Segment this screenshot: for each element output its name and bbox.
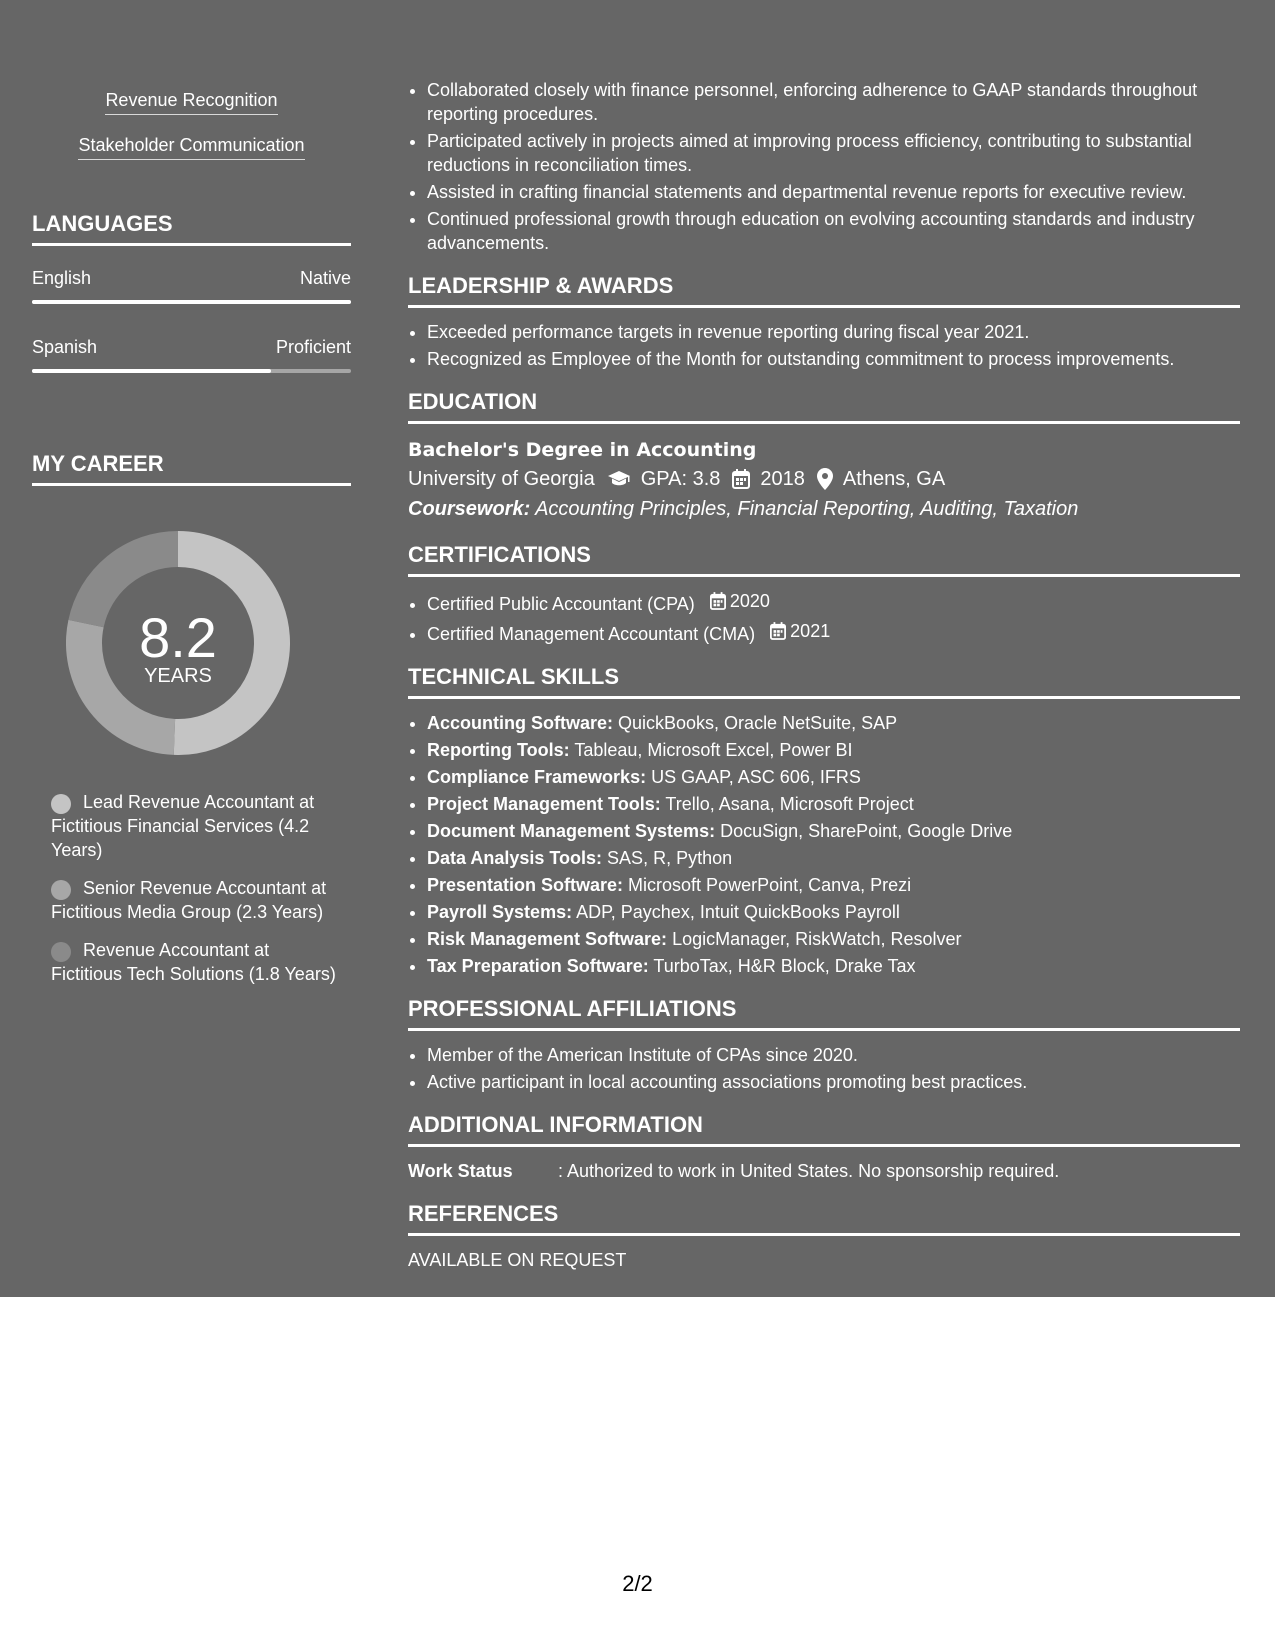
affiliations-list xyxy=(408,1043,1240,1094)
skill-tag-label: Revenue Recognition xyxy=(105,88,277,115)
technical-skill-item xyxy=(427,954,1240,978)
career-legend-item xyxy=(51,876,341,924)
education-school: University of Georgia xyxy=(408,468,595,490)
coursework-list: Accounting Principles, Financial Reporting, Auditing, Taxation xyxy=(530,498,1079,520)
skill-tag xyxy=(32,88,351,115)
map-pin-icon xyxy=(817,468,833,490)
skill-category: Document Management Systems: xyxy=(427,821,716,841)
references-text: AVAILABLE ON REQUEST xyxy=(408,1250,627,1270)
skill-category: Risk Management Software: xyxy=(427,929,668,949)
education-coursework xyxy=(408,494,1240,524)
skill-category: Presentation Software: xyxy=(427,875,624,895)
certification-name: Certified Management Accountant (CMA) xyxy=(427,624,756,644)
work-status-label: Work Status xyxy=(408,1161,513,1181)
language-proficiency-fill xyxy=(32,300,351,304)
work-status-value: : Authorized to work in United States. No sponsorship required. xyxy=(558,1161,1060,1181)
legend-dot-icon xyxy=(51,880,71,900)
technical-skill-item xyxy=(427,846,1240,870)
certifications-list xyxy=(408,589,1240,646)
skill-values: QuickBooks, Oracle NetSuite, SAP xyxy=(613,713,898,733)
education-gpa: GPA: 3.8 xyxy=(640,468,721,490)
languages-heading: LANGUAGES xyxy=(32,210,351,246)
skill-tag xyxy=(32,133,351,160)
career-legend-label: Lead Revenue Accountant at Fictitious Financial Services (4.2 Years) xyxy=(51,792,315,860)
career-donut-chart xyxy=(66,531,290,755)
skill-values: Trello, Asana, Microsoft Project xyxy=(660,794,914,814)
certification-year: 2020 xyxy=(729,591,770,611)
references-heading: REFERENCES xyxy=(408,1200,1240,1236)
main-content xyxy=(408,78,1240,1272)
skill-category: Tax Preparation Software: xyxy=(427,956,649,976)
technical-skill-item xyxy=(427,900,1240,924)
leadership-list xyxy=(408,320,1240,371)
skill-values: TurboTax, H&R Block, Drake Tax xyxy=(648,956,916,976)
leadership-item: • Recognized as Employee of the Month for outstanding commitment to process improvements. xyxy=(427,347,1240,371)
skill-values: US GAAP, ASC 606, IFRS xyxy=(646,767,861,787)
skill-values: ADP, Paychex, Intuit QuickBooks Payroll xyxy=(572,902,900,922)
technical-skill-item xyxy=(427,738,1240,762)
leadership-item: • Exceeded performance targets in revenue reporting during fiscal year 2021. xyxy=(427,320,1240,344)
language-proficiency-bar xyxy=(32,369,351,373)
certification-item xyxy=(427,589,1240,616)
skill-values: LogicManager, RiskWatch, Resolver xyxy=(667,929,962,949)
skill-category: Reporting Tools: xyxy=(427,740,570,760)
legend-dot-icon xyxy=(51,794,71,814)
career-legend-item xyxy=(51,790,341,862)
skill-category: Payroll Systems: xyxy=(427,902,573,922)
experience-bullet: • Assisted in crafting financial statements and departmental revenue reports for executive review. xyxy=(427,180,1240,204)
skill-values: Microsoft PowerPoint, Canva, Prezi xyxy=(623,875,912,895)
technical-skill-item xyxy=(427,873,1240,897)
career-legend xyxy=(51,790,341,1000)
education-year: 2018 xyxy=(760,468,805,490)
coursework-label: Coursework: xyxy=(408,498,531,520)
skill-category: Data Analysis Tools: xyxy=(427,848,603,868)
certifications-heading: CERTIFICATIONS xyxy=(408,541,1240,577)
language-level: Proficient xyxy=(275,337,351,357)
career-heading: MY CAREER xyxy=(32,450,351,486)
experience-bullet: • Collaborated closely with finance personnel, enforcing adherence to GAAP standards throughout reporting procedures. xyxy=(427,78,1240,126)
skill-category: Compliance Frameworks: xyxy=(427,767,647,787)
technical-skills-list xyxy=(408,711,1240,978)
certification-year: 2021 xyxy=(790,621,831,641)
skill-values: DocuSign, SharePoint, Google Drive xyxy=(715,821,1013,841)
career-legend-label: Revenue Accountant at Fictitious Tech Solutions (1.8 Years) xyxy=(51,940,336,984)
legend-dot-icon xyxy=(51,942,71,962)
language-level: Native xyxy=(299,268,351,288)
technical-skill-item xyxy=(427,765,1240,789)
skill-values: SAS, R, Python xyxy=(602,848,733,868)
education-details xyxy=(408,464,1240,494)
language-name: English xyxy=(32,268,92,288)
experience-bullet: • Continued professional growth through education on evolving accounting standards and industry advancements. xyxy=(427,207,1240,255)
experience-bullets xyxy=(408,78,1240,255)
language-proficiency-bar xyxy=(32,300,351,304)
language-row xyxy=(32,335,351,359)
technical-skill-item xyxy=(427,819,1240,843)
calendar-icon xyxy=(770,622,786,640)
education-heading: EDUCATION xyxy=(408,388,1240,424)
page-number: 2/2 xyxy=(622,1571,653,1596)
skill-category: Accounting Software: xyxy=(427,713,614,733)
certification-name: Certified Public Accountant (CPA) xyxy=(427,594,695,614)
education-degree: Bachelor's Degree in Accounting xyxy=(408,439,757,461)
affiliation-item: • Member of the American Institute of CPAs since 2020. xyxy=(427,1043,1240,1067)
skill-category: Project Management Tools: xyxy=(427,794,661,814)
experience-bullet: • Participated actively in projects aimed at improving process efficiency, contributing to substantial reductions in reconciliation times. xyxy=(427,129,1240,177)
affiliation-item: • Active participant in local accounting associations promoting best practices. xyxy=(427,1070,1240,1094)
language-proficiency-fill xyxy=(32,369,271,373)
work-status-row xyxy=(408,1159,1240,1183)
calendar-icon xyxy=(732,469,750,489)
leadership-heading: LEADERSHIP & AWARDS xyxy=(408,272,1240,308)
technical-skill-item xyxy=(427,792,1240,816)
graduation-cap-icon xyxy=(607,470,631,488)
technical-skill-item xyxy=(427,711,1240,735)
skill-values: Tableau, Microsoft Excel, Power BI xyxy=(569,740,853,760)
skill-tag-label: Stakeholder Communication xyxy=(78,133,304,160)
career-legend-item xyxy=(51,938,341,986)
additional-info-heading: ADDITIONAL INFORMATION xyxy=(408,1111,1240,1147)
technical-skills-heading: TECHNICAL SKILLS xyxy=(408,663,1240,699)
career-total-years: 8.2 xyxy=(139,606,217,669)
career-legend-label: Senior Revenue Accountant at Fictitious Media Group (2.3 Years) xyxy=(51,878,327,922)
calendar-icon xyxy=(710,592,726,610)
certification-item xyxy=(427,619,1240,646)
language-name: Spanish xyxy=(32,337,98,357)
career-total-unit: YEARS xyxy=(144,665,212,687)
affiliations-heading: PROFESSIONAL AFFILIATIONS xyxy=(408,995,1240,1031)
education-location: Athens, GA xyxy=(842,468,946,490)
technical-skill-item xyxy=(427,927,1240,951)
language-row xyxy=(32,266,351,290)
